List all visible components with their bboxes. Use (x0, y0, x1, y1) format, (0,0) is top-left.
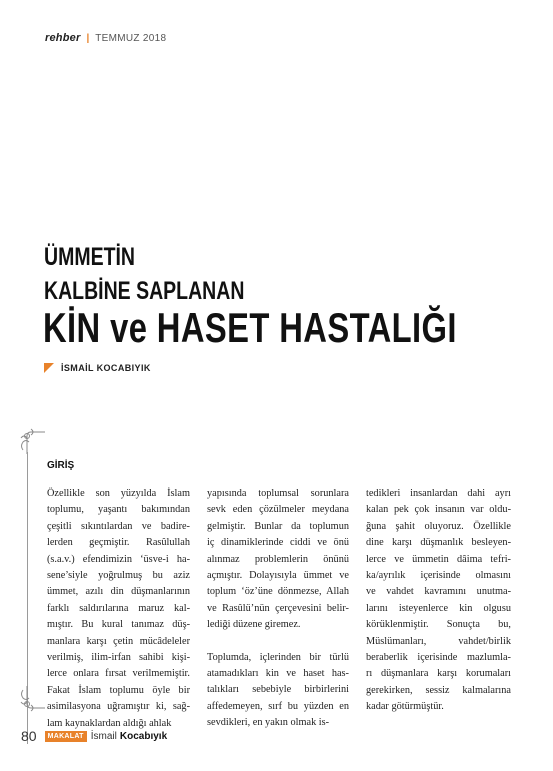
text-line: Müslümanları, vahdet/birlik (366, 635, 511, 647)
text-line: beraberlik içerisinde mazlumla- (366, 652, 511, 664)
magazine-logo: rehber (45, 32, 81, 44)
paragraph (207, 486, 349, 634)
text-line: açmıştır. Dolayısıyla ümmet ve (207, 570, 349, 582)
footer-author-last: Kocabıyık (119, 730, 168, 742)
text-line: lediği düzene giremez. (207, 619, 301, 631)
text-line: yapısında toplumsal sorunlara (207, 488, 349, 499)
text-line: ümmet, azılı din düşmanlarının (47, 586, 190, 598)
paragraph (207, 650, 349, 732)
text-line: sene’siyle yoğrulmuş bu aziz (47, 570, 190, 582)
text-line: lerden geçmiştir. Rasûlullah (47, 537, 190, 549)
page-footer (21, 728, 167, 744)
text-line: atamadıkları kin ve haset has- (207, 668, 349, 680)
text-line: toplum ‘öz’üne dönmezse, Allah (207, 586, 349, 598)
text-line: dine karşı düşmanlık besleyen- (366, 537, 511, 549)
text-line: Fakat İslam toplumu öyle bir (47, 684, 190, 696)
author-name: İSMAİL KOCABIYIK (61, 363, 151, 373)
paragraph (47, 486, 190, 732)
text-line: ğuna şahit oluyoruz. Özellikle (366, 520, 511, 532)
title-line-1: ÜMMETİN (44, 243, 135, 271)
text-column-3 (366, 486, 511, 732)
text-line: talıkları sebebiyle birbirlerini (207, 684, 349, 696)
title-line-3: KİN ve HASET HASTALIĞI (43, 304, 457, 351)
orange-triangle-icon (44, 363, 54, 373)
text-line: asimilasyona uğramıştır ki, sağ- (47, 701, 190, 713)
text-line: tedikleri insanlardan dahi ayrı (366, 488, 511, 499)
text-line: (s.a.v.) efendimizin ‘üsve-i ha- (47, 553, 190, 565)
text-line: ka/ayrılık içerisinde olmasını (366, 570, 511, 582)
page-number: 80 (21, 728, 37, 744)
text-line: sevk eden çözülmeler meydana (207, 504, 349, 516)
text-line: körüklenmiştir. Sonuçta bu, (366, 619, 511, 631)
text-line: iç dinamiklerinde ciddi ve önü (207, 537, 349, 549)
text-line: lerce onlara fırsat verilmemiştir. (47, 668, 190, 680)
title-line-2: KALBİNE SAPLANAN (44, 277, 245, 305)
text-line: sevdikleri, en yakın olmak is- (207, 717, 330, 729)
text-line: lerce ve ümmetin dâima tefri- (366, 553, 511, 565)
author-byline (44, 363, 151, 373)
text-column-2 (207, 486, 349, 748)
text-line: mıştır. Bu kural tanımaz düş- (47, 619, 190, 631)
text-line: gelmiştir. Bunlar da toplumun (207, 520, 349, 532)
text-line: verilmiş, ilim-irfan sahibi kişi- (47, 652, 190, 664)
text-line: affedemeyen, sırf bu yüzden en (207, 700, 349, 712)
text-line: kadar götürmüştür. (366, 701, 444, 713)
text-line: ve Rasûlü’nün çerçevesini belir- (207, 602, 349, 614)
text-line: alınmaz problemlerin önünü (207, 553, 349, 565)
text-line: Toplumda, içlerinden bir türlü (207, 651, 349, 663)
text-line: rı düşmanlara karşı korumaları (366, 668, 511, 680)
text-line: kalan pek çok insanın var oldu- (366, 504, 511, 516)
corner-ornament-icon (17, 428, 47, 456)
text-column-1 (47, 486, 190, 748)
text-line: larını isteyenlerce kin olgusu (366, 602, 511, 614)
section-heading: GİRİŞ (47, 460, 75, 471)
text-line: farklı saldırılarına maruz kal- (47, 602, 190, 614)
running-header (45, 32, 166, 44)
text-line: ve vahdet kavramını unutma- (366, 586, 511, 598)
issue-date: TEMMUZ 2018 (95, 32, 167, 44)
header-separator: | (86, 32, 90, 44)
text-line: manlara karşı çetin mücâdeleler (47, 635, 190, 647)
text-line: çeşitli sıkıntılardan ve badire- (47, 520, 190, 532)
text-line: toplumu, yaşantı bakımından (47, 504, 190, 516)
footer-author-first: İsmail (90, 730, 117, 742)
category-badge: MAKALAT (45, 731, 87, 742)
text-line: lam kaynaklardan aldığı ahlak (47, 717, 172, 729)
paragraph (366, 486, 511, 716)
text-line: Özellikle son yüzyılda İslam (47, 488, 190, 499)
text-line: gerekirken, sessiz kalmalarına (366, 684, 511, 696)
corner-ornament-icon (17, 684, 47, 712)
